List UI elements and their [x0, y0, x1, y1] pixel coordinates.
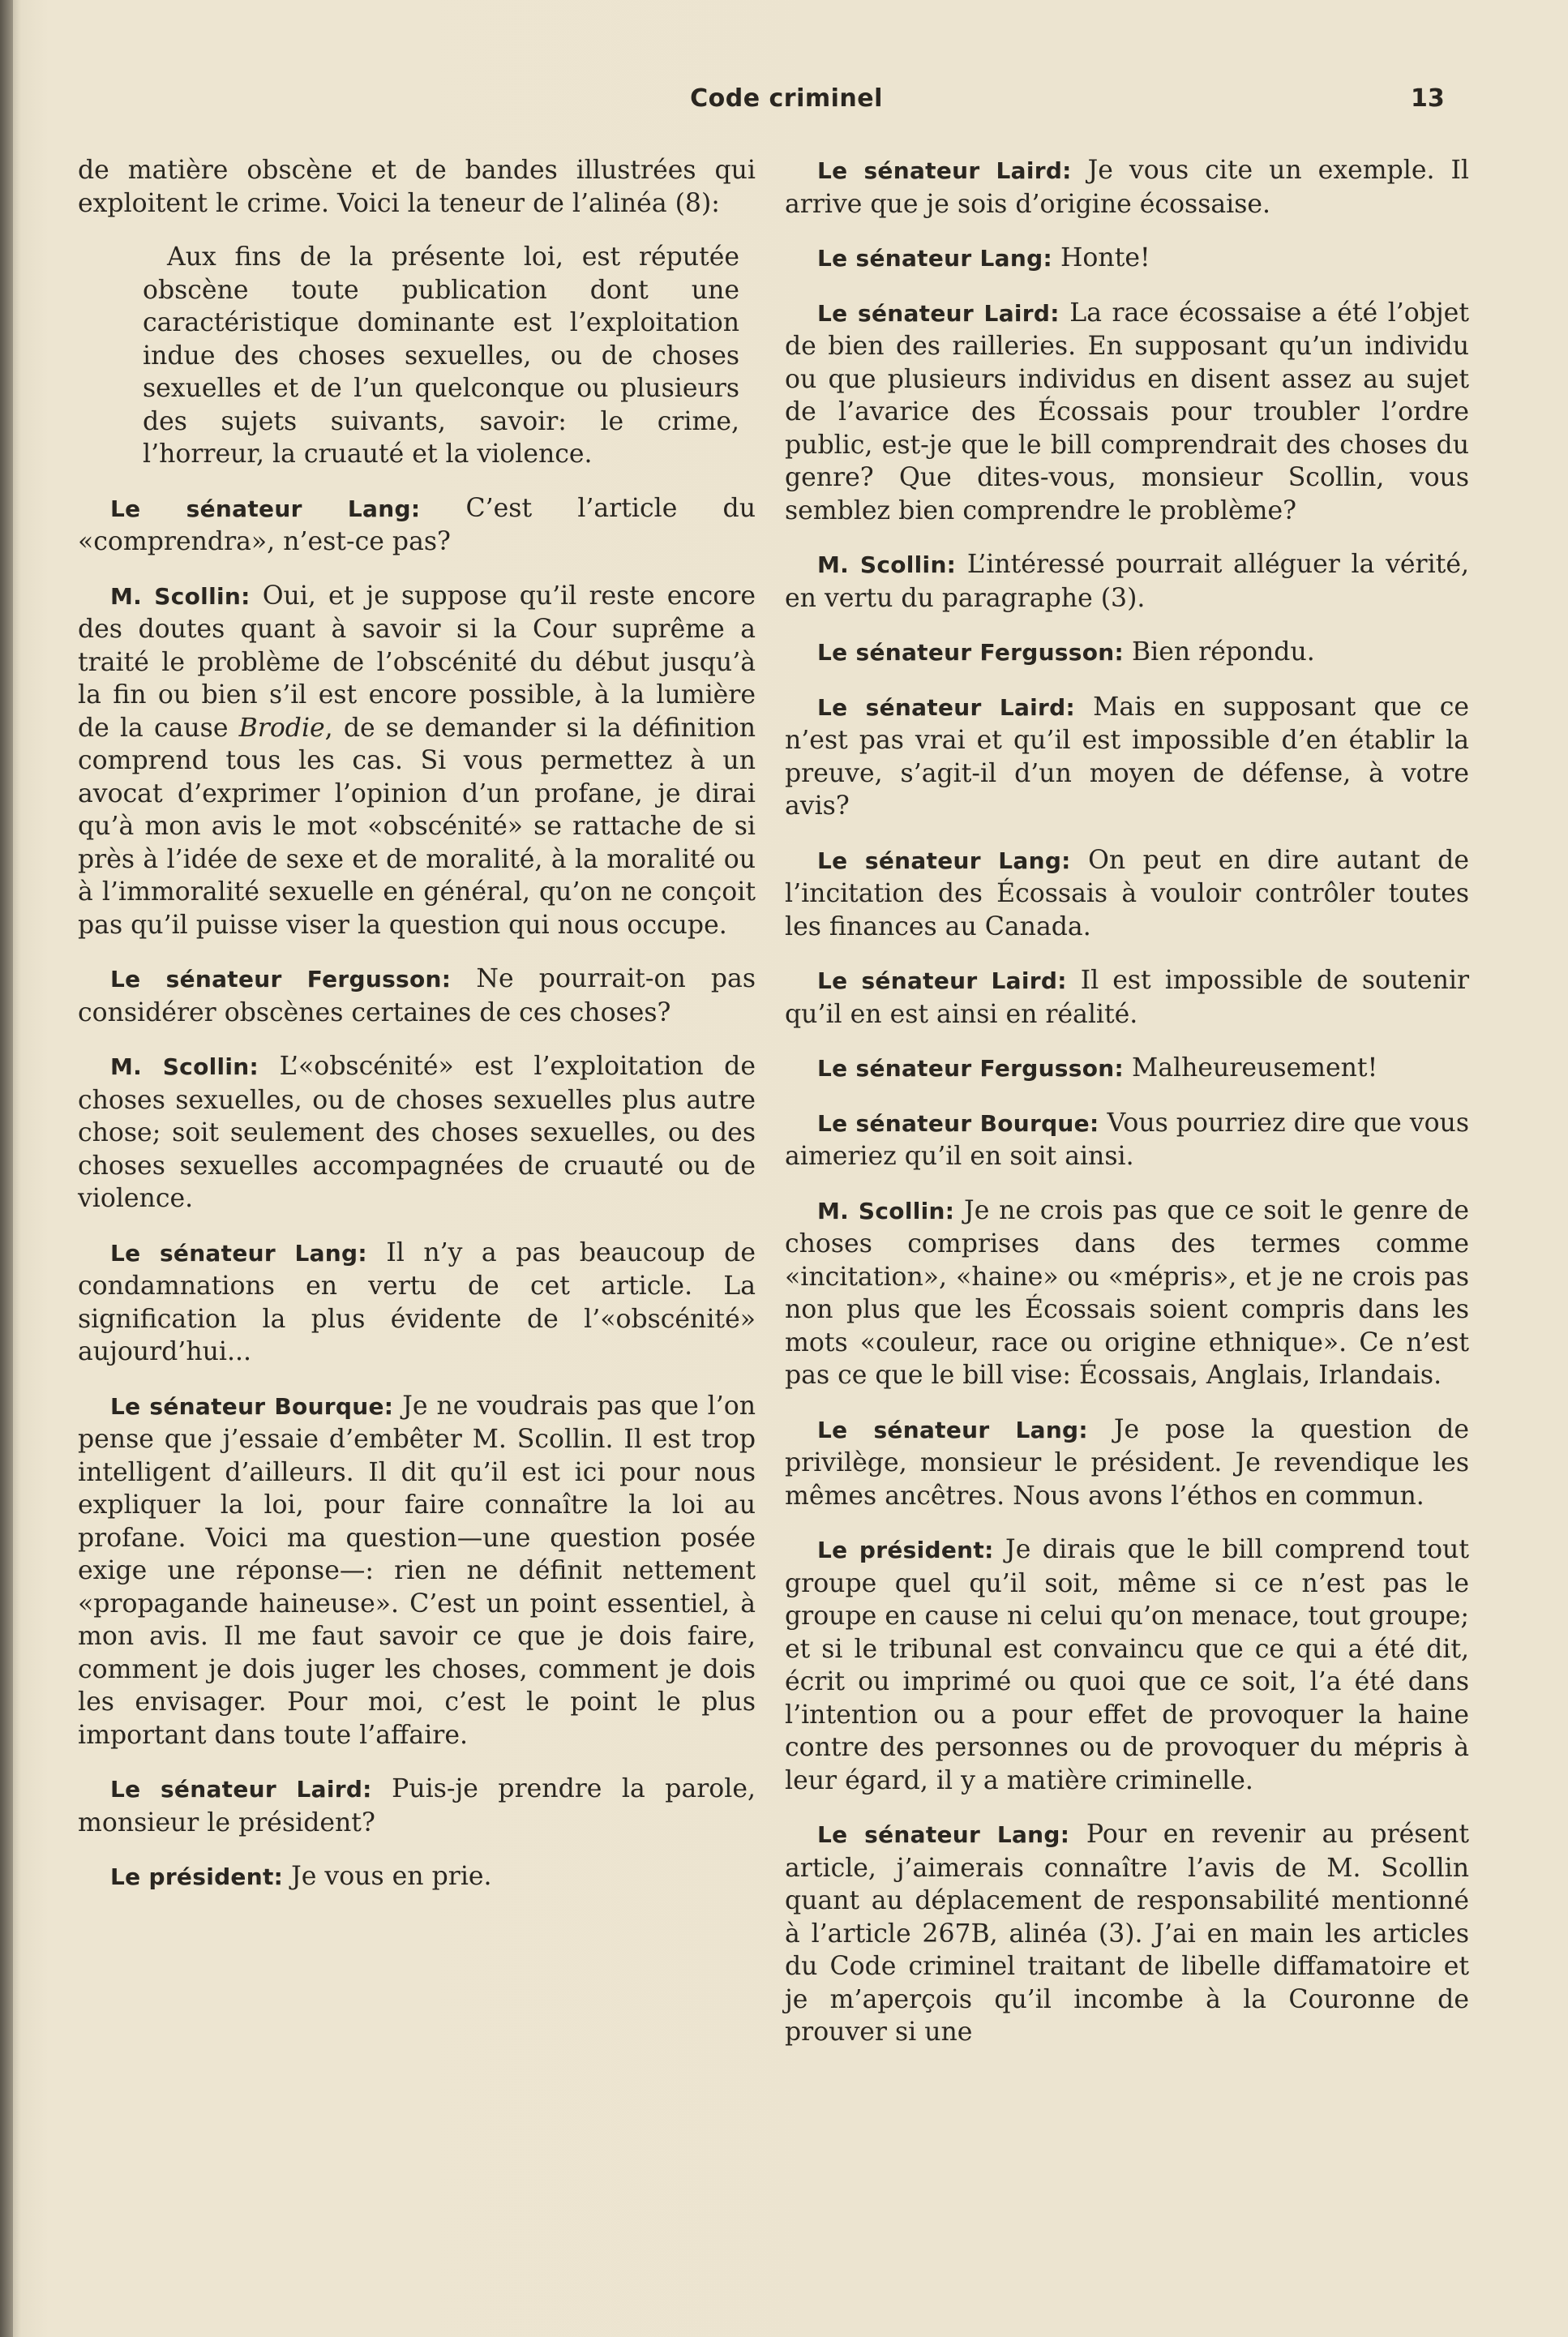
speech-text: C’est l’article du «comprendra», n’est-ce pas?	[78, 493, 756, 556]
speech-paragraph	[78, 1050, 756, 1216]
right-column	[785, 154, 1469, 2070]
paragraph-continuation: de matière obscène et de bandes illustrées qui exploitent le crime. Voici la teneur de l’alinéa (8):	[78, 156, 756, 218]
speaker-name: Le sénateur Fergusson:	[817, 639, 1124, 666]
speech-text: Je dirais que le bill comprend tout groupe quel qu’il soit, même si ce n’est pas le groupe en cause ni celui qu’on menace, tout groupe; et si le tribunal est convaincu que ce qui a été dit, écrit ou imprimé ou quoi que ce soit, l’a été dans l’intention ou a pour effet de provoquer la haine contre des personnes ou de provoquer du mépris à leur égard, il y a matière criminelle.	[785, 1535, 1469, 1795]
speech-paragraph	[785, 242, 1469, 276]
speech-text: On peut en dire autant de l’incitation des Écossais à vouloir contrôler toutes les finances au Canada.	[785, 845, 1469, 941]
speech-text: Je ne crois pas que ce soit le genre de choses comprises dans des termes comme «incitation», «haine» ou «mépris», et je ne crois pas non plus que les Écossais soient compris dans les mots «couleur, race ou origine ethnique». Ce n’est pas ce que le bill vise: Écossais, Anglais, Irlandais.	[785, 1195, 1469, 1390]
speech-text: Pour en revenir au présent article, j’aimerais connaître l’avis de M. Scollin quant au déplacement de responsabilité mentionné à l’article 267B, alinéa (3). J’ai en main les articles du Code criminel traitant de libelle diffamatoire et je m’aperçois qu’il incombe à la Couronne de prouver si une	[785, 1820, 1469, 2047]
speech-text: Il n’y a pas beaucoup de condamnations en vertu de cet article. La signification la plus évidente de l’«obscénité» aujourd’hui...	[78, 1237, 756, 1366]
speech-text: Ne pourrait-on pas considérer obscènes certaines de ces choses?	[78, 964, 756, 1027]
page-binding-edge	[0, 0, 13, 2337]
speech-text: Il est impossible de soutenir qu’il en est ainsi en réalité.	[785, 966, 1469, 1029]
speech-paragraph	[78, 1860, 756, 1894]
speech-text: L’intéressé pourrait alléguer la vérité, en vertu du paragraphe (3).	[785, 550, 1469, 613]
speaker-name: M. Scollin:	[110, 1053, 259, 1080]
speaker-name: Le sénateur Bourque:	[110, 1392, 394, 1420]
speech-paragraph	[78, 1237, 756, 1369]
page-number: 13	[1411, 84, 1445, 113]
speech-text: Malheureusement!	[1124, 1053, 1378, 1083]
speech-paragraph	[78, 492, 756, 559]
speaker-name: Le sénateur Fergusson:	[110, 966, 452, 993]
speech-paragraph	[785, 964, 1469, 1031]
speech-paragraph	[785, 691, 1469, 823]
speech-text: Oui, et je suppose qu’il reste encore des doutes quant à savoir si la Cour suprême a traité le problème de l’obscénité du début jusqu’à la fin ou bien s’il est encore possible, à la lumière de la cause	[78, 581, 756, 743]
speech-text: Je pose la question de privilège, monsieur le président. Je revendique les mêmes ancêtres. Nous avons l’éthos en commun.	[785, 1414, 1469, 1511]
speech-paragraph	[78, 580, 756, 942]
speaker-name: Le sénateur Laird:	[110, 1776, 372, 1803]
speaker-name: Le sénateur Bourque:	[817, 1109, 1099, 1137]
speaker-name: Le sénateur Fergusson:	[817, 1055, 1124, 1082]
speaker-name: Le sénateur Lang:	[817, 1821, 1070, 1848]
speech-paragraph	[785, 548, 1469, 615]
speech-text: Bien répondu.	[1124, 637, 1315, 667]
quoted-definition: Aux fins de la présente loi, est réputée obscène toute publication dont une caractéristique dominante est l’exploitation indue des choses sexuelles, ou de choses sexuelles et de l’un quelconque ou plusieurs des sujets suivants, savoir: le crime, l’horreur, la cruauté et la violence.	[143, 242, 739, 469]
speech-text: , de se demander si la définition comprend tous les cas. Si vous permettez à un avocat d’exprimer l’opinion d’un profane, je dirai qu’à mon avis le mot «obscénité» se rattache de si près à l’idée de sexe et de moralité, à la moralité ou à l’immoralité sexuelle en général, qu’on ne conçoit pas qu’il puisse viser la question qui nous occupe.	[78, 713, 756, 940]
speech-text: La race écossaise a été l’objet de bien des railleries. En supposant qu’un individu ou que plusieurs individus en disent assez au sujet de l’avarice des Écossais pour troubler l’ordre public, est-je que le bill comprendrait des choses du genre? Que dites-vous, monsieur Scollin, vous semblez bien comprendre le problème?	[785, 298, 1469, 525]
speaker-name: M. Scollin:	[817, 551, 957, 578]
speaker-name: Le sénateur Lang:	[110, 1239, 367, 1267]
speaker-name: Le sénateur Laird:	[817, 299, 1060, 327]
running-header-title: Code criminel	[690, 84, 883, 113]
speaker-name: Le sénateur Laird:	[817, 693, 1075, 721]
speaker-name: M. Scollin:	[817, 1197, 955, 1224]
speech-text: Mais en supposant que ce n’est pas vrai et qu’il est impossible d’en établir la preuve, s’agit-il d’un moyen de défense, à votre avis?	[785, 692, 1469, 821]
speech-paragraph	[785, 1818, 1469, 2049]
speech-text: Puis-je prendre la parole, monsieur le président?	[78, 1774, 756, 1837]
speech-paragraph	[785, 1194, 1469, 1392]
speech-paragraph	[785, 1052, 1469, 1086]
speech-paragraph	[785, 1107, 1469, 1173]
left-column	[78, 154, 756, 1915]
speech-text: Vous pourriez dire que vous aimeriez qu’il en soit ainsi.	[785, 1108, 1469, 1171]
speech-paragraph	[785, 297, 1469, 528]
speech-text: Je vous en prie.	[283, 1862, 492, 1891]
speaker-name: Le sénateur Laird:	[817, 967, 1067, 994]
speech-paragraph	[785, 154, 1469, 221]
speaker-name: Le président:	[817, 1537, 994, 1563]
case-name-italic: Brodie	[238, 713, 325, 743]
speech-paragraph	[785, 1533, 1469, 1797]
speech-text: L’«obscénité» est l’exploitation de choses sexuelles, ou de choses sexuelles plus autre chose; soit seulement des choses sexuelles, ou des choses sexuelles accompagnées de cruauté ou de violence.	[78, 1052, 756, 1213]
speech-text: Honte!	[1052, 243, 1150, 272]
speaker-name: Le sénateur Laird:	[817, 157, 1072, 184]
speech-paragraph	[785, 636, 1469, 670]
speech-paragraph	[785, 1413, 1469, 1513]
speaker-name: Le président:	[110, 1863, 284, 1890]
speech-text: Je vous cite un exemple. Il arrive que je sois d’origine écossaise.	[785, 156, 1469, 219]
speaker-name: Le sénateur Lang:	[110, 495, 421, 522]
speech-paragraph	[78, 1390, 756, 1752]
speech-paragraph	[785, 844, 1469, 944]
speaker-name: Le sénateur Lang:	[817, 847, 1071, 874]
speech-paragraph	[78, 1773, 756, 1839]
speaker-name: Le sénateur Lang:	[817, 1416, 1088, 1443]
speech-text: Je ne voudrais pas que l’on pense que j’essaie d’embêter M. Scollin. Il est trop intelligent d’ailleurs. Il dit qu’il est ici pour nous expliquer la loi, pour faire connaître la loi au profane. Voici ma question—une question posée exige une réponse—: rien ne définit nettement «propagande haineuse». C’est un point essentiel, à mon avis. Il me faut savoir ce que je dois faire, comment je dois juger les choses, comment je dois les envisager. Pour moi, c’est le point le plus important dans toute l’affaire.	[78, 1391, 756, 1750]
speaker-name: M. Scollin:	[110, 582, 251, 610]
speech-paragraph	[78, 963, 756, 1029]
speaker-name: Le sénateur Lang:	[817, 245, 1052, 272]
